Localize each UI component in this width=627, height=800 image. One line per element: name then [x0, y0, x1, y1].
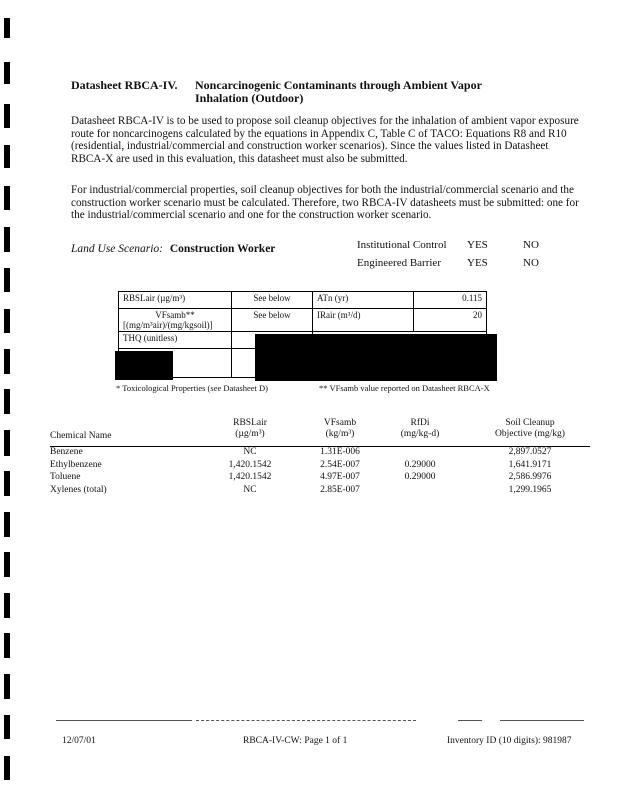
header-rfdi-line2: (mg/kg-d)	[400, 429, 440, 439]
cell-chemical: Toluene	[50, 472, 81, 482]
rbslair-label: RBSLair (µg/m³)	[119, 292, 232, 309]
header-vfsamb-line2: (kg/m³)	[325, 429, 355, 439]
vfsamb-cell	[119, 309, 232, 332]
scenario-value: Construction Worker	[169, 243, 276, 255]
header-sco-line2: Objective (mg/kg)	[495, 429, 565, 439]
title-line-2: Inhalation (Outdoor)	[195, 91, 304, 105]
engineered-barrier-label: Engineered Barrier	[357, 257, 441, 269]
table-row	[50, 472, 590, 485]
footer-rule	[196, 720, 416, 721]
footer-rule	[56, 720, 192, 721]
intro-paragraph: Datasheet RBCA-IV is to be used to propose soil cleanup objectives for the inhalation of ambient vapor exposure route for noncarcinogens calculated by the equations in Appendix C, Table C of TACO: Equations R8 and R10 (residential, industrial/commercial and construction worker scenarios). Since the values listed in Datasheet RBCA-X are used in this evaluation, this datasheet must also be submitted.	[71, 115, 579, 165]
cell-sco: 2,897.0527	[508, 447, 552, 457]
cell-rbslair: NC	[243, 447, 257, 457]
footer-page: RBCA-IV-CW: Page 1 of 1	[243, 736, 348, 746]
param-row	[119, 292, 487, 309]
header-chemical: Chemical Name	[50, 431, 112, 441]
table-row	[50, 485, 590, 498]
header-vfsamb	[300, 418, 380, 440]
header-sco-line1: Soil Cleanup	[505, 418, 555, 428]
table-row	[50, 460, 590, 473]
rbslair-value: See below	[232, 292, 313, 309]
institutional-control-no: NO	[523, 239, 539, 251]
redaction-block	[255, 334, 497, 381]
cell-vfsamb: 1.31E-006	[320, 447, 360, 457]
title-code: Datasheet RBCA-IV.	[71, 78, 178, 92]
cell-vfsamb: 2.85E-007	[320, 484, 360, 495]
results-table	[50, 418, 590, 497]
atn-label: ATn (yr)	[313, 292, 414, 309]
results-header	[50, 418, 590, 444]
instruction-paragraph: For industrial/commercial properties, soil cleanup objectives for both the industrial/commercial scenario and the construction worker scenario must be calculated. Therefore, two RBCA-IV datasheets must be submitted: one for the industrial/commercial scenario and one for the construction worker scenario.	[71, 184, 579, 222]
scenario-label: Land Use Scenario:	[71, 243, 163, 255]
cell-chemical: Xylenes (total)	[50, 484, 107, 495]
cell-chemical: Ethylbenzene	[50, 459, 102, 470]
thq-label: THQ (unitless)	[119, 332, 232, 349]
footnote-vfsamb: ** VFsamb value reported on Datasheet RBCA-X	[319, 383, 490, 393]
footer-rule	[500, 720, 584, 721]
vfsamb-value: See below	[232, 309, 313, 332]
header-rfdi-line1: RfDi	[410, 418, 430, 428]
engineered-barrier-yes: YES	[467, 257, 488, 269]
land-use-scenario	[71, 243, 275, 255]
cell-sco: 1,641.9171	[508, 459, 552, 470]
cell-chemical: Benzene	[50, 447, 83, 457]
results-rows	[50, 447, 590, 497]
institutional-control-yes: YES	[467, 239, 488, 251]
footer-date: 12/07/01	[62, 736, 96, 746]
footer-inventory: Inventory ID (10 digits): 981987	[447, 736, 572, 746]
cell-sco: 2,586.9976	[508, 472, 552, 482]
cell-vfsamb: 4.97E-007	[320, 472, 360, 482]
header-soil-cleanup	[480, 418, 580, 440]
cell-sco: 1,299.1965	[508, 484, 552, 495]
vfsamb-label: VFsamb**	[155, 310, 195, 320]
page-title	[71, 78, 482, 105]
footer-rule	[458, 720, 482, 721]
cell-rfdi: 0.29000	[404, 459, 436, 470]
header-rfdi	[380, 418, 460, 440]
irair-value: 20	[414, 309, 487, 332]
header-rbslair-line2: (µg/m³)	[235, 429, 265, 439]
institutional-control-label: Institutional Control	[357, 239, 447, 251]
cell-rbslair: 1,420.1542	[228, 472, 272, 482]
title-line-1: Noncarcinogenic Contaminants through Ambient Vapor	[195, 78, 482, 92]
redaction-block	[115, 351, 173, 380]
irair-label: IRair (m³/d)	[313, 309, 414, 332]
cell-rfdi: 0.29000	[404, 472, 436, 482]
header-rbslair	[210, 418, 290, 440]
vfsamb-units: [(mg/m³air)/(mg/kgsoil)]	[123, 320, 213, 330]
table-row	[50, 447, 590, 460]
param-row	[119, 309, 487, 332]
cell-rbslair: 1,420.1542	[228, 459, 272, 470]
header-vfsamb-line1: VFsamb	[323, 418, 357, 428]
atn-value: 0.115	[414, 292, 487, 309]
footnote-toxicological: * Toxicological Properties (see Datasheet D)	[116, 383, 268, 393]
cell-vfsamb: 2.54E-007	[320, 459, 360, 470]
header-rbslair-line1: RBSLair	[233, 418, 267, 428]
cell-rbslair: NC	[243, 484, 257, 495]
engineered-barrier-no: NO	[523, 257, 539, 269]
